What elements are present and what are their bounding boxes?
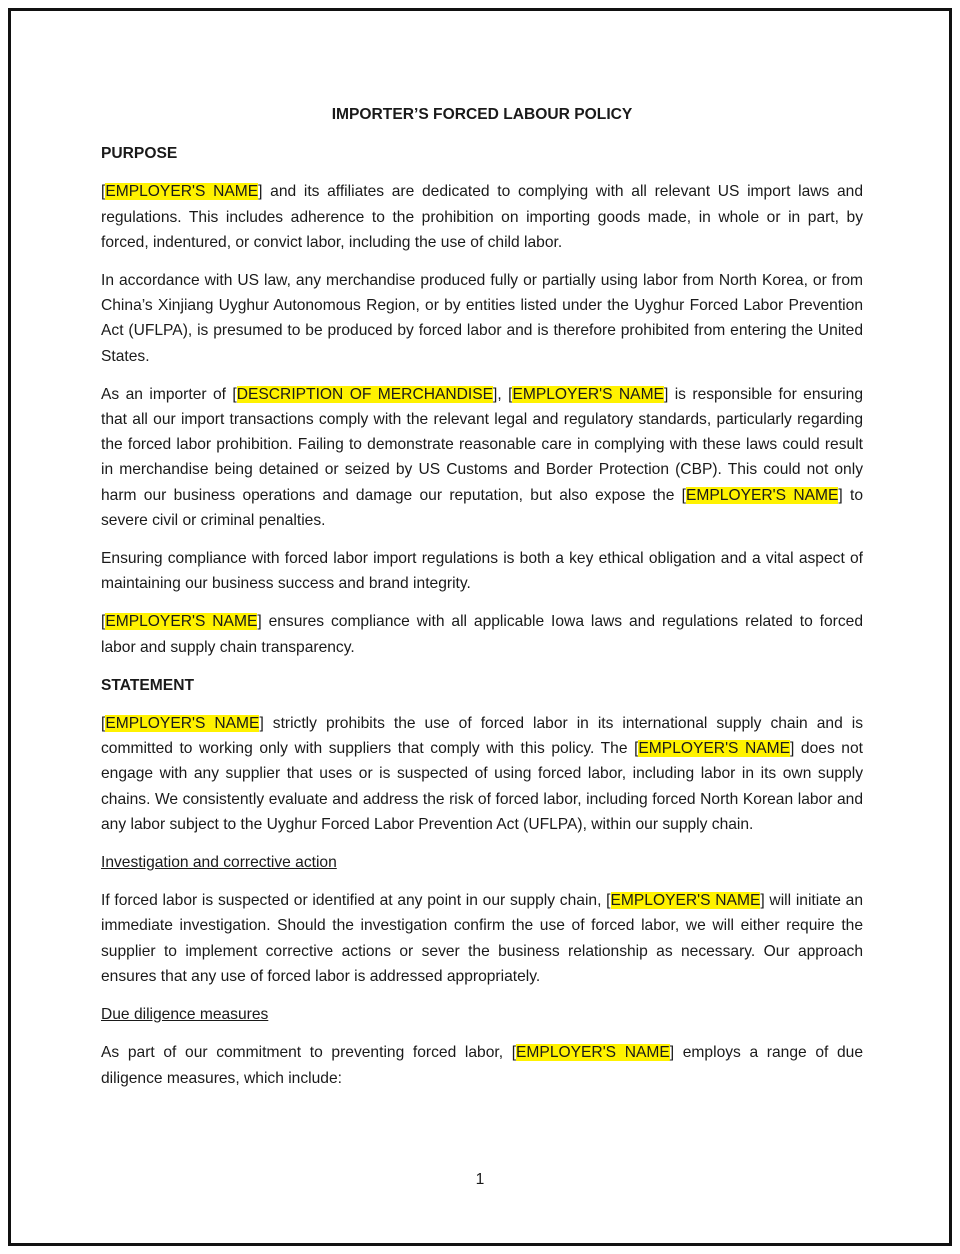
document-page [8, 8, 952, 1246]
document-body [101, 102, 863, 1104]
section-heading-purpose: PURPOSE [101, 145, 178, 163]
placeholder-employer-name: EMPLOYER'S NAME [512, 385, 664, 403]
statement-paragraph-1: [EMPLOYER'S NAME] strictly prohibits the use of forced labor in its international supply chain and is committed to working only with suppliers that comply with this policy. The [EMPLOYER'S NAME] does not engage with any supplier that uses or is suspected of using forced labor, including labor in its own supply chains. We consistently evaluate and address the risk of forced labor, including forced North Korean labor and any labor subject to the Uyghur Forced Labor Prevention Act (UFLPA), within our supply chain. [101, 715, 863, 833]
placeholder-employer-name: EMPLOYER'S NAME [686, 486, 839, 504]
purpose-paragraph-2: In accordance with US law, any merchandise produced fully or partially using labor from North Korea, or from China’s Xinjiang Uyghur Autonomous Region, or by entities listed under the Uyghur Forced Labor Prevention Act (UFLPA), is presumed to be produced by forced labor and is therefore prohibited from entering the United States. [101, 272, 863, 365]
placeholder-employer-name: EMPLOYER'S NAME [105, 715, 260, 733]
document-title: IMPORTER’S FORCED LABOUR POLICY [331, 106, 633, 123]
subheading-due-diligence: Due diligence measures [101, 1006, 269, 1024]
purpose-paragraph-3: As an importer of [DESCRIPTION OF MERCHANDISE], [EMPLOYER'S NAME] is responsible for ensuring that all our import transactions comply with the relevant legal and regulatory standards, particularly regarding the forced labor prohibition. Failing to demonstrate reasonable care in complying with these laws could result in merchandise being detained or seized by US Customs and Border Protection (CBP). This could not only harm our business operations and damage our reputation, but also expose the [EMPLOYER'S NAME] to severe civil or criminal penalties. [101, 385, 863, 529]
page-number: 1 [475, 1171, 485, 1188]
investigation-paragraph-1: If forced labor is suspected or identified at any point in our supply chain, [EMPLOYER'S NAME] will initiate an immediate investigation. Should the investigation confirm the use of forced labor, we will either require the supplier to implement corrective actions or sever the business relationship as necessary. Our approach ensures that any use of forced labor is addressed appropriately. [101, 892, 864, 985]
placeholder-employer-name: EMPLOYER'S NAME [638, 740, 791, 758]
section-heading-statement: STATEMENT [101, 676, 194, 694]
placeholder-description-of-merchandise: DESCRIPTION OF MERCHANDISE [236, 385, 494, 403]
placeholder-employer-name: EMPLOYER'S NAME [105, 183, 259, 201]
placeholder-employer-name: EMPLOYER'S NAME [516, 1044, 670, 1062]
purpose-paragraph-4: Ensuring compliance with forced labor import regulations is both a key ethical obligation and a vital aspect of maintaining our business success and brand integrity. [101, 550, 863, 593]
subheading-investigation: Investigation and corrective action [101, 854, 337, 872]
purpose-paragraph-5: [EMPLOYER'S NAME] ensures compliance with all applicable Iowa laws and regulations related to forced labor and supply chain transparency. [101, 613, 863, 656]
placeholder-employer-name: EMPLOYER'S NAME [610, 892, 761, 910]
placeholder-employer-name: EMPLOYER'S NAME [105, 613, 258, 631]
due-diligence-paragraph-1: As part of our commitment to preventing forced labor, [EMPLOYER'S NAME] employs a range of due diligence measures, which include: [101, 1044, 864, 1087]
purpose-paragraph-1: [EMPLOYER'S NAME] and its affiliates are dedicated to complying with all relevant US import laws and regulations. This includes adherence to the prohibition on importing goods made, in whole or in part, by forced, indentured, or convict labor, including the use of child labor. [101, 183, 864, 251]
